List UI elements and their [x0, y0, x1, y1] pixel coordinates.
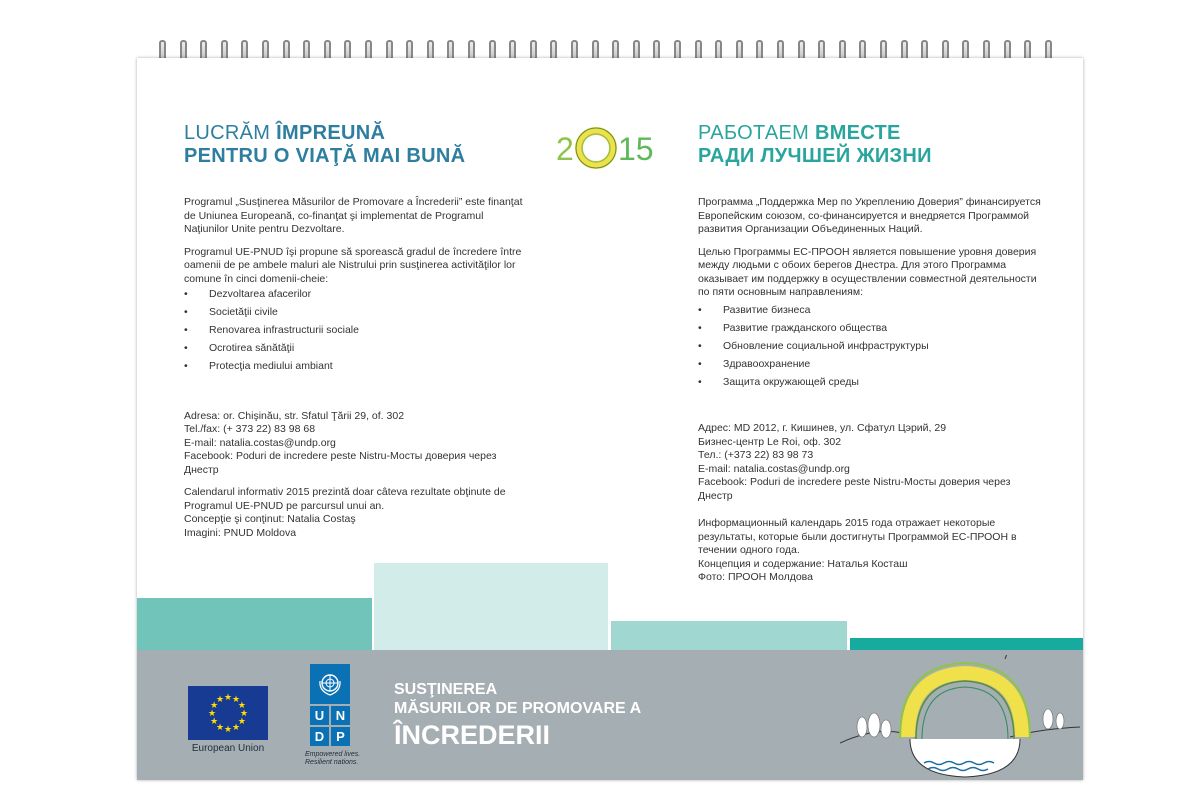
- program-title: SUSŢINEREA MĂSURILOR DE PROMOVARE A ÎNCREDERII: [394, 681, 642, 750]
- ru-business-center: Бизнес-центр Le Roi, оф. 302: [698, 435, 842, 448]
- undp-letter: N: [331, 706, 350, 725]
- eu-star-icon: ★: [210, 716, 219, 726]
- undp-letter: D: [310, 727, 329, 746]
- list-item: • Renovarea infrastructurii sociale: [184, 324, 529, 338]
- ru-note: Информационный календарь 2015 года отражает некоторые результаты, которые были достигнуты Программой ЕС-ПРООН в течении одного года.: [698, 517, 1017, 556]
- title-russian: РАБОТАЕМ ВМЕСТЕ РАДИ ЛУЧШЕЙ ЖИЗНИ: [698, 122, 932, 167]
- ru-facebook: Facebook: Poduri de incredere peste Nistru-Мосты доверия через Днестр: [698, 476, 1011, 502]
- eu-star-icon: ★: [237, 700, 246, 710]
- ro-phone: Tel./fax: (+ 373 22) 83 98 68: [184, 423, 316, 435]
- eu-label: European Union: [191, 743, 265, 754]
- ru-email[interactable]: E-mail: natalia.costas@undp.org: [698, 462, 850, 475]
- list-item: • Protecţia mediului ambiant: [184, 360, 529, 374]
- list-item: • Развитие гражданского общества: [698, 322, 1043, 336]
- ro-paragraph-intro: Programul „Susţinerea Măsurilor de Promovare a Încrederii” este finanţat de Uniunea Europeană, co-finanţat şi implementat de Programul Naţiunilor Unite pentru Dezvoltare.: [184, 196, 523, 235]
- undp-letter: P: [331, 727, 350, 746]
- ro-address: Adresa: or. Chişinău, str. Sfatul Ţării 29, of. 302: [184, 409, 405, 422]
- ru-address: Адрес: MD 2012, г. Кишинев, ул. Сфатул Цэрий, 29: [698, 422, 947, 434]
- list-item: • Обновление социальной инфраструктуры: [698, 340, 1043, 354]
- ro-concept: Concepţie şi conţinut: Natalia Costaş: [184, 513, 356, 525]
- eu-star-icon: ★: [223, 692, 233, 702]
- eu-star-icon: ★: [237, 716, 246, 726]
- ru-photo-credit: Фото: ПРООН Молдова: [698, 571, 813, 583]
- decor-block-3: [611, 621, 847, 650]
- list-item: • Ocrotirea sănătăţii: [184, 342, 529, 356]
- eu-star-icon: ★: [207, 708, 217, 718]
- ru-phone: Тел.: (+373 22) 83 98 73: [698, 449, 814, 461]
- ru-paragraph-intro: Программа „Поддержка Мер по Укреплению Доверия” финансируется Европейским союзом, со-финансируется и внедряется Программой развития Организации Объединенных Наций.: [698, 196, 1041, 235]
- ro-note: Calendarul informativ 2015 prezintă doar câteva rezultate obţinute de Programul UE-PNUD pe parcursul unui an.: [184, 486, 506, 512]
- eu-flag-logo: [188, 686, 268, 740]
- undp-tagline: Empowered lives. Resilient nations.: [305, 751, 361, 766]
- year-digits-15: 15: [618, 131, 654, 167]
- year-2015-logo: [556, 122, 666, 172]
- list-item: • Защита окружающей среды: [698, 376, 1043, 390]
- eu-star-icon: ★: [215, 694, 225, 705]
- title-romanian: LUCRĂM ÎMPREUNĂ PENTRU O VIAŢĂ MAI BUNĂ: [184, 122, 466, 167]
- ro-paragraph-goal: Programul UE-PNUD îşi propune să sporească gradul de încredere între oamenii de pe ambele maluri ale Nistrului prin susţinerea activităţilor lor comune în cinci domenii-cheie:: [184, 245, 522, 285]
- bridge-illustration: [840, 655, 1080, 780]
- undp-letter: U: [310, 706, 329, 725]
- eu-star-icon: ★: [231, 694, 241, 705]
- un-emblem-icon: [310, 664, 350, 704]
- undp-logo: [310, 664, 350, 746]
- list-item: • Dezvoltarea afacerilor: [184, 288, 529, 302]
- ru-paragraph-goal: Целью Программы ЕС-ПРООН является повышение уровня доверия между людьми с обоих берегов Днестра. Для этого Программа оказывает им поддержку в осуществлении совместной деятельности по пяти основным направлениям:: [698, 245, 1037, 298]
- eu-star-icon: ★: [239, 708, 249, 718]
- ro-facebook: Facebook: Poduri de incredere peste Nistru-Мосты доверия через Днестр: [184, 450, 497, 476]
- ru-domain-list: [698, 304, 1043, 390]
- eu-star-icon: ★: [223, 724, 233, 734]
- eu-star-icon: ★: [215, 721, 225, 732]
- list-item: • Развитие бизнеса: [698, 304, 1043, 318]
- decor-block-1: [137, 598, 372, 650]
- decor-block-2: [374, 563, 608, 650]
- romanian-text-column: [184, 196, 529, 540]
- list-item: • Societăţii civile: [184, 306, 529, 320]
- ru-concept: Концепция и содержание: Наталья Косташ: [698, 557, 908, 570]
- russian-text-column: [698, 196, 1043, 585]
- eu-star-icon: ★: [231, 721, 241, 732]
- decor-block-4: [850, 638, 1083, 650]
- list-item: • Здравоохранение: [698, 358, 1043, 372]
- eu-star-icon: ★: [210, 700, 219, 710]
- ro-images-credit: Imagini: PNUD Moldova: [184, 526, 297, 539]
- ro-email[interactable]: E-mail: natalia.costas@undp.org: [184, 436, 336, 449]
- year-digit-2: 2: [556, 131, 574, 167]
- ro-domain-list: [184, 288, 529, 374]
